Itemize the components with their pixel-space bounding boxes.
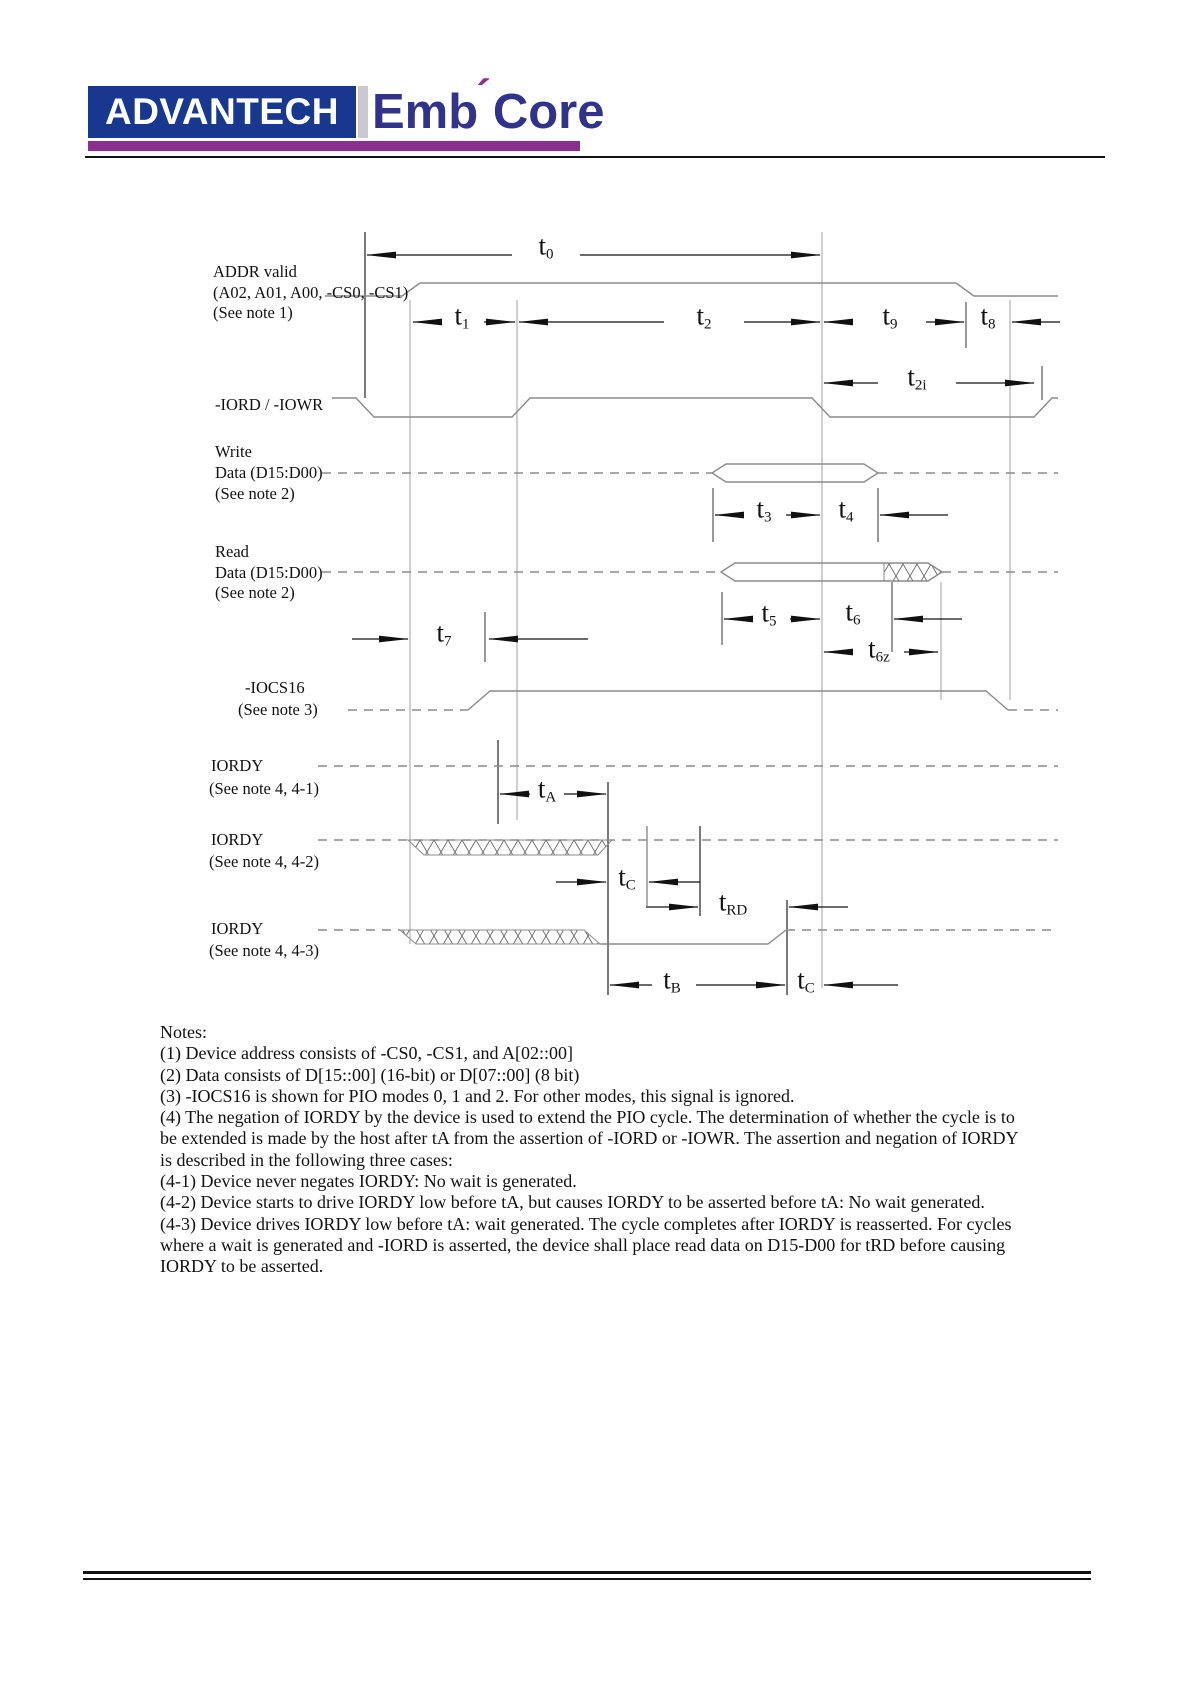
iord-iowr-waveform	[332, 398, 1058, 417]
timing-label-t8: $t_8$	[980, 300, 996, 333]
timing-label-t1: $t_1$	[454, 300, 470, 333]
note-4-3-line3: IORDY to be asserted.	[160, 1256, 324, 1277]
timing-label-t6: $t_6$	[845, 596, 861, 629]
addr-label-line3: (See note 1)	[213, 303, 293, 322]
footer-rule-top	[83, 1571, 1091, 1574]
note-4-line3: is described in the following three cases:	[160, 1149, 453, 1170]
addr-label-line1: ADDR valid	[213, 262, 297, 281]
iordy-4-3-label-line1: IORDY	[211, 919, 264, 938]
iordy-4-3-waveform	[318, 930, 1058, 944]
iord-iowr-label: -IORD / -IOWR	[215, 395, 324, 414]
timing-label-t2i: $t_{2i}$	[907, 361, 927, 394]
iordy-4-2-waveform	[318, 840, 1058, 855]
timing-label-t9: $t_9$	[882, 300, 898, 333]
iocs16-label-line2: (See note 3)	[238, 700, 318, 719]
timing-label-tRD: $t_{RD}$	[718, 886, 748, 919]
read-data-label-line1: Read	[215, 542, 249, 561]
addr-waveform	[325, 283, 1058, 296]
notes-heading: Notes:	[160, 1022, 207, 1042]
iordy-4-1-label-line2: (See note 4, 4-1)	[209, 779, 319, 798]
write-data-label-line3: (See note 2)	[215, 484, 295, 503]
measurement-arrows	[352, 255, 1060, 985]
note-4-3-line1: (4-3) Device drives IORDY low before tA: wait generated. The cycle completes after IORDY is reasserted. For cycles	[160, 1213, 1012, 1234]
note-4-line2: be extended is made by the host after tA from the assertion of -IORD or -IOWR. The assertion and negation of IORDY	[160, 1128, 1019, 1149]
timing-label-tC: $t_C$	[618, 861, 636, 894]
timing-label-t0: $t_0$	[538, 230, 554, 263]
note-4-line1: (4) The negation of IORDY by the device is used to extend the PIO cycle. The determination of whether the cycle is to	[160, 1107, 1015, 1128]
read-data-waveform	[322, 563, 1058, 581]
note-2: (2) Data consists of D[15::00] (16-bit) or D[07::00] (8 bit)	[160, 1064, 580, 1085]
timing-label-tB: $t_B$	[663, 964, 681, 997]
iordy-4-2-label-line1: IORDY	[211, 830, 264, 849]
note-3: (3) -IOCS16 is shown for PIO modes 0, 1 and 2. For other modes, this signal is ignored.	[160, 1085, 795, 1106]
timing-label-t2: $t_2$	[696, 300, 712, 333]
notes-block	[160, 1022, 1100, 1278]
timing-label-t4: $t_4$	[838, 493, 854, 526]
iordy-4-2-label-line2: (See note 4, 4-2)	[209, 852, 319, 871]
read-data-label-line2: Data (D15:D00)	[215, 563, 323, 582]
timing-label-t5: $t_5$	[761, 597, 777, 630]
iocs16-label-line1: -IOCS16	[245, 678, 305, 697]
read-data-label-line3: (See note 2)	[215, 583, 295, 602]
write-data-waveform	[322, 464, 1058, 482]
timing-label-t3: $t_3$	[756, 493, 772, 526]
embcore-logo-text-post: Core	[492, 85, 605, 139]
advantech-logo-text: ADVANTECH	[104, 91, 340, 132]
iordy-4-3-label-line2: (See note 4, 4-3)	[209, 941, 319, 960]
note-1: (1) Device address consists of -CS0, -CS1, and A[02::00]	[160, 1043, 573, 1064]
note-4-1: (4-1) Device never negates IORDY: No wait is generated.	[160, 1171, 577, 1192]
embcore-accent-mark: ´	[476, 71, 491, 120]
footer-rule-bottom	[83, 1578, 1091, 1580]
timing-label-t7: $t_7$	[436, 617, 452, 650]
guide-lines	[365, 232, 1042, 995]
write-data-label-line1: Write	[215, 442, 252, 461]
timing-label-tC2: $t_C$	[797, 964, 815, 997]
addr-label-line2: (A02, A01, A00, -CS0, -CS1)	[213, 283, 409, 302]
timing-label-tA: $t_A$	[537, 773, 557, 806]
write-data-label-line2: Data (D15:D00)	[215, 463, 323, 482]
iocs16-waveform	[348, 691, 1058, 710]
iordy-4-1-label-line1: IORDY	[211, 756, 264, 775]
note-4-3-line2: where a wait is generated and -IORD is asserted, the device shall place read data on D15-D00 for tRD before causing	[160, 1234, 1006, 1255]
timing-label-t6z: $t_{6z}$	[868, 633, 890, 666]
note-4-2: (4-2) Device starts to drive IORDY low before tA, but causes IORDY to be asserted before tA: No wait generated.	[160, 1192, 985, 1213]
embcore-logo-text-pre: Emb	[372, 85, 479, 139]
